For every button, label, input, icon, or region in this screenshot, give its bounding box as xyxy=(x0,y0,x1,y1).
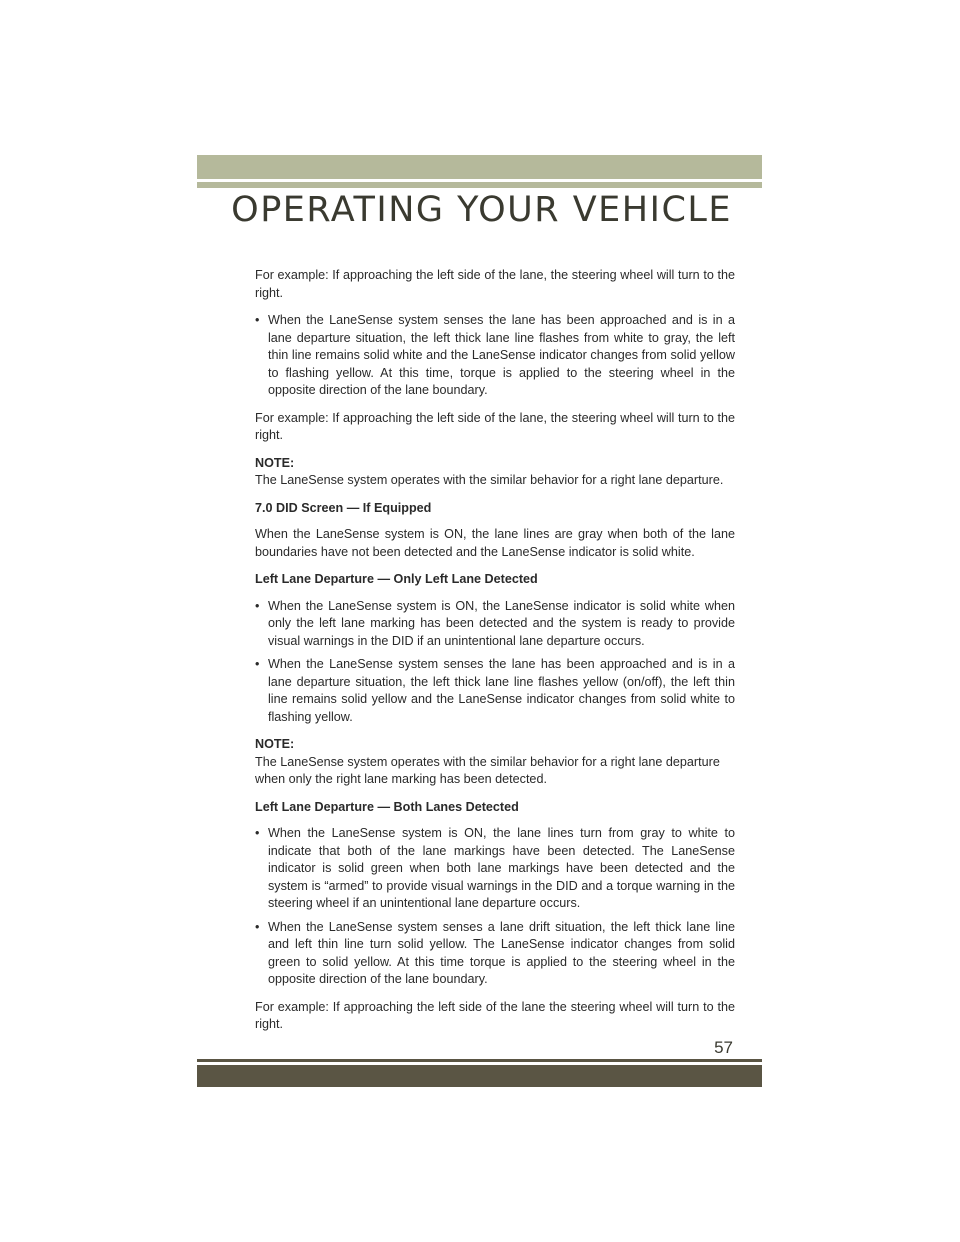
list-item: • When the LaneSense system senses a lane drift situation, the left thick lane line and left thin line turn solid yellow. The LaneSense indicator changes from solid green to solid yellow. At this time torque is applied to the steering wheel in the opposite direction of the lane boundary. xyxy=(255,919,735,986)
page-number: 57 xyxy=(714,1038,733,1057)
page-content xyxy=(255,267,735,1044)
footer-rule xyxy=(197,1059,762,1062)
note-label: NOTE: xyxy=(255,737,295,751)
bullet-list xyxy=(255,312,735,400)
note-text: The LaneSense system operates with the similar behavior for a right lane departure when only the right lane marking has been detected. xyxy=(255,754,720,786)
note-label: NOTE: xyxy=(255,455,295,470)
subheading: Left Lane Departure — Only Left Lane Detected xyxy=(255,572,538,586)
subheading: Left Lane Departure — Both Lanes Detected xyxy=(255,799,519,814)
bullet-icon: • xyxy=(255,313,260,327)
paragraph: When the LaneSense system is ON, the lane lines are gray when both of the lane boundaries have not been detected and the LaneSense indicator is solid white. xyxy=(255,527,735,559)
list-item: • When the LaneSense system is ON, the lane lines turn from gray to white to indicate that both of the lane markings have been detected. The LaneSense indicator is solid green when both lane markings have been detected and the system is “armed” to provide visual warnings in the DID and a torque warning in the steering wheel if an unintentional lane departure occurs. xyxy=(255,826,735,910)
list-item: • When the LaneSense system senses the lane has been approached and is in a lane departure situation, the left thick lane line flashes from white to gray, the left thin line remains solid white and the LaneSense indicator changes from solid yellow to flashing yellow. At this time, torque is applied to the steering wheel in the opposite direction of the lane boundary. xyxy=(255,313,735,397)
note xyxy=(255,455,735,490)
paragraph: For example: If approaching the left side of the lane, the steering wheel will turn to the right. xyxy=(255,410,735,442)
list-item: • When the LaneSense system is ON, the LaneSense indicator is solid white when only the left lane marking has been detected and the system is ready to provide visual warnings in the DID if an unintentional lane departure occurs. xyxy=(255,598,735,648)
note xyxy=(255,736,735,789)
list-item: • When the LaneSense system senses the lane has been approached and is in a lane departure situation, the left thick lane line flashes yellow (on/off), the left thin line remains solid yellow and the LaneSense indicator changes from solid white to flashing yellow. xyxy=(255,657,735,724)
header-band xyxy=(197,155,762,179)
header-rule xyxy=(197,182,762,188)
bullet-icon: • xyxy=(255,919,260,934)
bullet-icon: • xyxy=(255,826,260,840)
bullet-list xyxy=(255,598,735,727)
paragraph: For example: If approaching the left side of the lane, the steering wheel will turn to the right. xyxy=(255,268,735,300)
bullet-list xyxy=(255,825,735,989)
subheading: 7.0 DID Screen — If Equipped xyxy=(255,500,432,515)
paragraph: For example: If approaching the left side of the lane the steering wheel will turn to the right. xyxy=(255,999,735,1031)
bullet-icon: • xyxy=(255,598,260,613)
note-text: The LaneSense system operates with the similar behavior for a right lane departure. xyxy=(255,473,724,487)
section-title: OPERATING YOUR VEHICLE xyxy=(231,190,732,230)
footer-band xyxy=(197,1065,762,1087)
bullet-icon: • xyxy=(255,657,260,671)
